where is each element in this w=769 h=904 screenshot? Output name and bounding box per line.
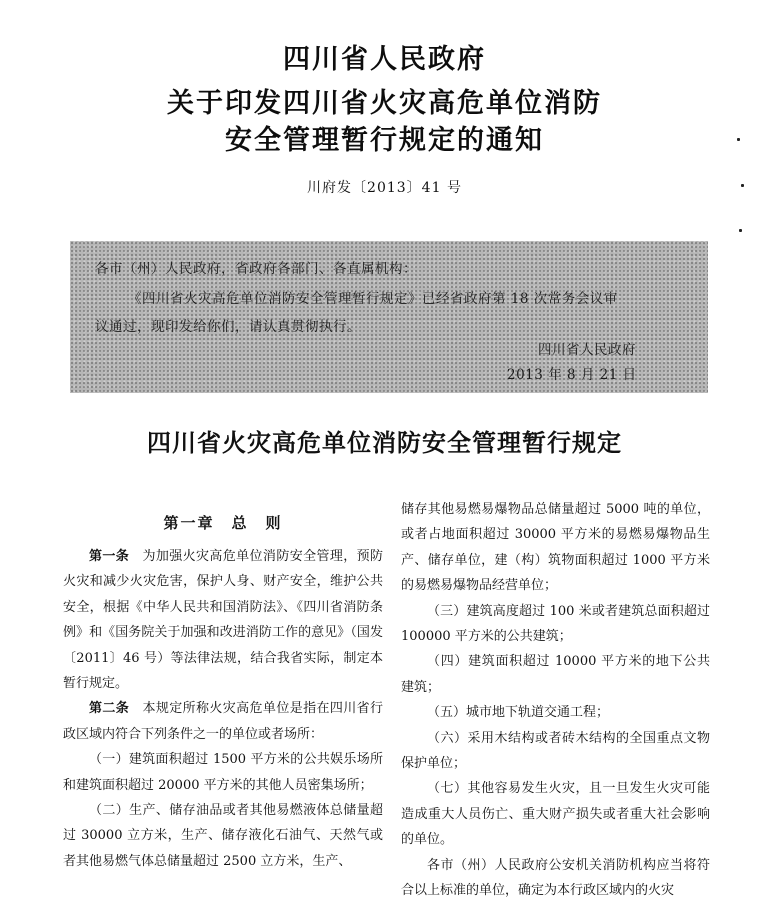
notice-date: 2013 年 8 月 21 日 — [507, 367, 637, 383]
left-column — [63, 544, 383, 874]
scan-speck — [739, 229, 742, 232]
title-line-3: 安全管理暂行规定的通知 — [225, 125, 544, 156]
notice-body-line-1: 《四川省火灾高危单位消防安全管理暂行规定》已经省政府第 18 次常务会议审 — [128, 291, 618, 307]
item-6: （六）采用木结构或者砖木结构的全国重点文物保护单位； — [401, 730, 710, 772]
notice-box — [70, 241, 708, 393]
notice-body-line-2: 议通过，现印发给你们，请认真贯彻执行。 — [95, 319, 361, 335]
scan-speck — [741, 184, 744, 187]
article-2 — [63, 696, 383, 747]
article-1-text: 为加强火灾高危单位消防安全管理，预防火灾和减少火灾危害，保护人身、财产安全，维护公共安全，根据《中华人民共和国消防法》、《四川省消防条例》和《国务院关于加强和改进消防工作的意见》（国发〔2011〕46 号）等法律法规，结合我省实际，制定本暂行规定。 — [63, 549, 383, 692]
notice-addressees: 各市（州）人民政府，省政府各部门、各直属机构： — [95, 261, 417, 277]
regulation-title: 四川省火灾高危单位消防安全管理暂行规定 — [147, 429, 622, 457]
closing-paragraph: 各市（州）人民政府公安机关消防机构应当将符合以上标准的单位，确定为本行政区域内的火灾 — [401, 857, 710, 899]
title-line-2: 关于印发四川省火灾高危单位消防 — [167, 88, 602, 119]
right-column — [401, 497, 710, 904]
article-1 — [63, 544, 383, 696]
item-2-part-1: （二）生产、储存油品或者其他易燃液体总储量超过 30000 立方米，生产、储存液化石油气、天然气或者其他易燃气体总储量超过 2500 立方米，生产、 — [63, 803, 383, 869]
scan-speck — [737, 138, 740, 141]
item-4: （四）建筑面积超过 10000 平方米的地下公共建筑； — [401, 654, 710, 695]
notice-signature: 四川省人民政府 — [538, 342, 636, 358]
document-number: 川府发〔2013〕41 号 — [307, 180, 462, 196]
title-line-1: 四川省人民政府 — [283, 44, 486, 75]
item-1: （一）建筑面积超过 1500 平方米的公共娱乐场所和建筑面积超过 20000 平方米的其他人员密集场所； — [63, 752, 383, 793]
article-2-text: 本规定所称火灾高危单位是指在四川省行政区域内符合下列条件之一的单位或者场所： — [63, 701, 383, 742]
item-3: （三）建筑高度超过 100 米或者建筑总面积超过 100000 平方米的公共建筑； — [401, 603, 710, 645]
article-1-label: 第一条 — [89, 549, 130, 564]
item-2-part-2: 储存其他易燃易爆物品总储量超过 5000 吨的单位，或者占地面积超过 30000 平方米的易燃易爆物品生产、储存单位，建（构）筑物面积超过 1000 平方米的易燃易爆物品经营单位； — [401, 502, 710, 594]
article-2-label: 第二条 — [89, 701, 130, 717]
item-5: （五）城市地下轨道交通工程； — [427, 705, 610, 721]
item-7: （七）其他容易发生火灾，且一旦发生火灾可能造成重大人员伤亡、重大财产损失或者重大社会影响的单位。 — [401, 781, 710, 848]
chapter-heading: 第一章 总 则 — [163, 514, 283, 532]
